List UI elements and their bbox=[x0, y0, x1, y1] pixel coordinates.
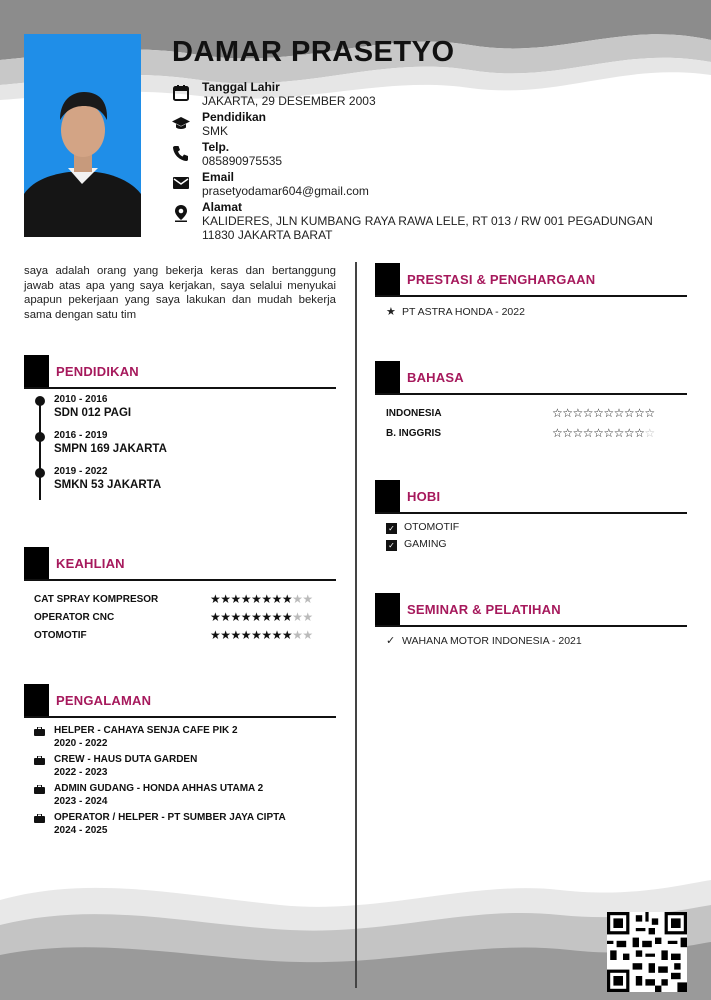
experience-title: HELPER - CAHAYA SENJA CAFE PIK 2 bbox=[54, 725, 238, 736]
star-rating-icon: ★ bbox=[251, 610, 262, 624]
info-value: JAKARTA, 29 DESEMBER 2003 bbox=[202, 94, 376, 108]
seminar-text: WAHANA MOTOR INDONESIA - 2021 bbox=[402, 635, 582, 647]
star-rating-icon: ★ bbox=[220, 628, 231, 642]
candidate-name: DAMAR PRASETYO bbox=[172, 36, 455, 68]
section-rule bbox=[24, 579, 336, 581]
education-item bbox=[28, 430, 328, 466]
star-rating-icon: ★ bbox=[210, 628, 221, 642]
experience-item bbox=[34, 783, 334, 808]
section-rule bbox=[375, 393, 687, 395]
star-rating-icon: ★ bbox=[292, 628, 303, 642]
hobby-item bbox=[386, 538, 447, 551]
section-rule bbox=[375, 625, 687, 627]
star-rating-icon: ★ bbox=[240, 628, 252, 642]
language-row bbox=[386, 406, 688, 422]
section-marker bbox=[375, 361, 400, 394]
envelope-icon bbox=[172, 174, 190, 192]
star-rating-icon: ☆ bbox=[572, 406, 583, 420]
star-rating-icon: ★ bbox=[240, 592, 252, 606]
experience-title: CREW - HAUS DUTA GARDEN bbox=[54, 754, 198, 765]
star-rating-icon: ★ bbox=[240, 610, 252, 624]
language-rating-stars bbox=[552, 406, 655, 420]
education-years: 2016 - 2019 bbox=[54, 430, 108, 441]
star-rating-icon: ☆ bbox=[552, 406, 563, 420]
star-rating-icon: ☆ bbox=[572, 426, 583, 440]
section-header-skills bbox=[24, 547, 336, 581]
education-years: 2010 - 2016 bbox=[54, 394, 108, 405]
star-rating-icon: ☆ bbox=[623, 426, 635, 440]
section-header-achievements bbox=[375, 263, 687, 297]
location-pin-icon bbox=[172, 204, 190, 222]
timeline-dot bbox=[35, 396, 45, 406]
section-marker bbox=[375, 263, 400, 296]
seminar-item bbox=[386, 634, 582, 647]
experience-list bbox=[34, 725, 334, 841]
star-rating-icon: ☆ bbox=[603, 426, 614, 440]
section-marker bbox=[375, 593, 400, 626]
section-title: PENGALAMAN bbox=[56, 693, 152, 708]
briefcase-icon bbox=[34, 727, 45, 736]
hobby-text: GAMING bbox=[404, 538, 447, 550]
skill-rating-stars bbox=[210, 610, 313, 624]
star-rating-icon: ★ bbox=[251, 628, 262, 642]
checkbox-checked-icon: ✓ bbox=[386, 540, 397, 551]
phone-icon bbox=[172, 144, 190, 162]
section-header-education bbox=[24, 355, 336, 389]
section-header-experience bbox=[24, 684, 336, 718]
star-rating-icon: ★ bbox=[230, 628, 241, 642]
profile-photo bbox=[24, 34, 141, 237]
star-rating-icon: ☆ bbox=[634, 406, 645, 420]
skill-row bbox=[34, 628, 336, 644]
section-title: PENDIDIKAN bbox=[56, 364, 139, 379]
briefcase-icon bbox=[34, 814, 45, 823]
star-rating-icon: ☆ bbox=[562, 406, 573, 420]
star-rating-icon: ★ bbox=[261, 610, 272, 624]
graduation-cap-icon bbox=[172, 114, 190, 132]
section-title: SEMINAR & PELATIHAN bbox=[407, 602, 561, 617]
star-rating-icon: ★ bbox=[271, 610, 282, 624]
star-rating-icon: ★ bbox=[261, 592, 272, 606]
info-label: Alamat bbox=[202, 200, 243, 214]
info-label: Pendidikan bbox=[202, 110, 267, 124]
section-marker bbox=[24, 547, 49, 580]
star-rating-icon: ★ bbox=[210, 592, 221, 606]
info-label: Email bbox=[202, 170, 235, 184]
star-rating-icon: ☆ bbox=[644, 426, 655, 440]
experience-years: 2023 - 2024 bbox=[54, 795, 108, 807]
experience-item bbox=[34, 754, 334, 779]
info-email bbox=[172, 170, 672, 198]
info-value: KALIDERES, JLN KUMBANG RAYA RAWA LELE, RT 013 / RW 001 PEGADUNGAN bbox=[202, 214, 653, 228]
star-rating-icon: ☆ bbox=[562, 426, 573, 440]
star-rating-icon: ★ bbox=[220, 592, 231, 606]
qr-code bbox=[607, 912, 687, 992]
skill-row bbox=[34, 592, 336, 608]
language-name: B. INGGRIS bbox=[386, 428, 442, 439]
star-rating-icon: ☆ bbox=[644, 406, 655, 420]
info-phone bbox=[172, 140, 672, 168]
section-header-hobbies bbox=[375, 480, 687, 514]
section-rule bbox=[24, 387, 336, 389]
briefcase-icon bbox=[34, 785, 45, 794]
star-rating-icon: ☆ bbox=[603, 406, 614, 420]
achievement-item bbox=[386, 305, 525, 318]
language-rating-stars bbox=[552, 426, 655, 440]
calendar-icon bbox=[172, 84, 190, 102]
star-rating-icon: ★ bbox=[302, 610, 313, 624]
briefcase-icon bbox=[34, 756, 45, 765]
info-value: SMK bbox=[202, 124, 229, 138]
info-address bbox=[172, 200, 672, 242]
experience-years: 2024 - 2025 bbox=[54, 824, 108, 836]
star-rating-icon: ☆ bbox=[613, 406, 624, 420]
skill-rating-stars bbox=[210, 628, 313, 642]
section-title: KEAHLIAN bbox=[56, 556, 125, 571]
section-marker bbox=[24, 684, 49, 717]
info-value: prasetyodamar604@gmail.com bbox=[202, 184, 369, 198]
star-rating-icon: ★ bbox=[261, 628, 272, 642]
star-rating-icon: ★ bbox=[281, 610, 293, 624]
section-rule bbox=[375, 295, 687, 297]
column-divider bbox=[355, 262, 357, 988]
skill-row bbox=[34, 610, 336, 626]
section-header-languages bbox=[375, 361, 687, 395]
education-item bbox=[28, 394, 328, 430]
info-label: Telp. bbox=[202, 140, 230, 154]
star-rating-icon: ★ bbox=[292, 610, 303, 624]
info-value-continued: 11830 JAKARTA BARAT bbox=[202, 228, 333, 242]
star-rating-icon: ★ bbox=[271, 592, 282, 606]
education-school: SMPN 169 JAKARTA bbox=[54, 443, 167, 455]
star-rating-icon: ☆ bbox=[623, 406, 635, 420]
section-title: HOBI bbox=[407, 489, 441, 504]
star-rating-icon: ☆ bbox=[593, 406, 604, 420]
experience-item bbox=[34, 725, 334, 750]
education-school: SMKN 53 JAKARTA bbox=[54, 479, 162, 491]
education-item bbox=[28, 466, 328, 502]
education-years: 2019 - 2022 bbox=[54, 466, 108, 477]
star-rating-icon: ★ bbox=[292, 592, 303, 606]
star-rating-icon: ☆ bbox=[593, 426, 604, 440]
checkmark-icon: ✓ bbox=[386, 635, 396, 647]
info-label: Tanggal Lahir bbox=[202, 80, 280, 94]
experience-item bbox=[34, 812, 334, 837]
education-school: SDN 012 PAGI bbox=[54, 407, 132, 419]
star-rating-icon: ☆ bbox=[552, 426, 563, 440]
person-silhouette-icon bbox=[24, 34, 141, 237]
checkbox-checked-icon: ✓ bbox=[386, 523, 397, 534]
personal-info bbox=[172, 80, 672, 244]
education-timeline bbox=[28, 394, 328, 502]
language-row bbox=[386, 426, 688, 442]
skill-name: CAT SPRAY KOMPRESOR bbox=[34, 594, 159, 605]
timeline-dot bbox=[35, 468, 45, 478]
star-rating-icon: ★ bbox=[271, 628, 282, 642]
star-rating-icon: ☆ bbox=[634, 426, 645, 440]
achievement-text: PT ASTRA HONDA - 2022 bbox=[402, 306, 525, 318]
skill-name: OPERATOR CNC bbox=[34, 612, 115, 623]
star-rating-icon: ★ bbox=[302, 592, 313, 606]
star-rating-icon: ★ bbox=[251, 592, 262, 606]
hobby-item bbox=[386, 521, 459, 534]
hobby-text: OTOMOTIF bbox=[404, 521, 460, 533]
info-education bbox=[172, 110, 672, 138]
experience-title: OPERATOR / HELPER - PT SUMBER JAYA CIPTA bbox=[54, 812, 286, 823]
profile-summary: saya adalah orang yang bekerja keras dan bertanggung jawab atas apa yang saya kerjakan, saya selalui menyukai apapun pekerjaan yang saya lakukan dan mudah bekerja sama dengan satu tim bbox=[24, 265, 336, 321]
language-name: INDONESIA bbox=[386, 408, 442, 419]
section-title: BAHASA bbox=[407, 370, 464, 385]
star-rating-icon: ☆ bbox=[582, 406, 594, 420]
star-rating-icon: ★ bbox=[230, 610, 241, 624]
experience-years: 2020 - 2022 bbox=[54, 737, 108, 749]
skill-name: OTOMOTIF bbox=[34, 630, 87, 641]
info-value: 085890975535 bbox=[202, 154, 283, 168]
section-marker bbox=[375, 480, 400, 513]
experience-years: 2022 - 2023 bbox=[54, 766, 108, 778]
section-rule bbox=[375, 512, 687, 514]
section-title: PRESTASI & PENGHARGAAN bbox=[407, 272, 596, 287]
info-birth bbox=[172, 80, 672, 108]
timeline-dot bbox=[35, 432, 45, 442]
section-rule bbox=[24, 716, 336, 718]
section-header-seminars bbox=[375, 593, 687, 627]
section-marker bbox=[24, 355, 49, 388]
star-rating-icon: ★ bbox=[302, 628, 313, 642]
star-rating-icon: ☆ bbox=[613, 426, 624, 440]
star-rating-icon: ★ bbox=[230, 592, 241, 606]
star-rating-icon: ★ bbox=[210, 610, 221, 624]
star-rating-icon: ☆ bbox=[582, 426, 594, 440]
star-icon: ★ bbox=[386, 306, 396, 318]
experience-title: ADMIN GUDANG - HONDA AHHAS UTAMA 2 bbox=[54, 783, 264, 794]
star-rating-icon: ★ bbox=[281, 628, 293, 642]
star-rating-icon: ★ bbox=[281, 592, 293, 606]
star-rating-icon: ★ bbox=[220, 610, 231, 624]
skill-rating-stars bbox=[210, 592, 313, 606]
